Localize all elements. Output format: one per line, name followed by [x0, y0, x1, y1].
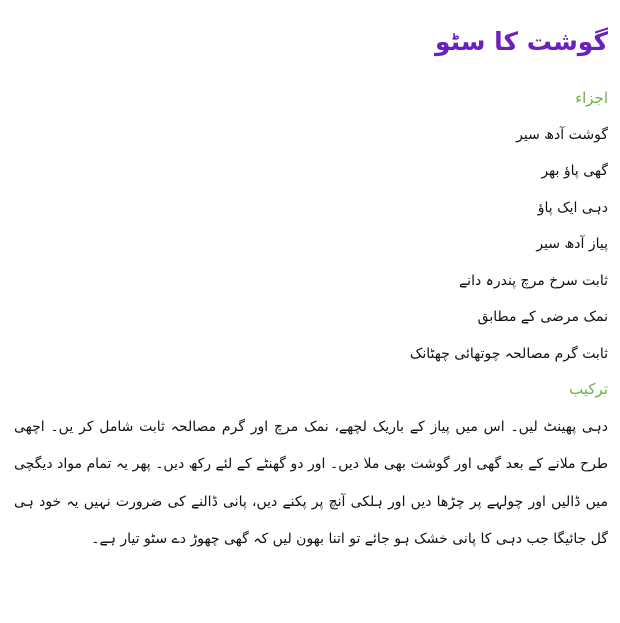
- ingredient-item: ثابت گرم مصالحہ چوتھائی چھٹانک: [409, 345, 608, 362]
- ingredient-item: ثابت سرخ مرچ پندرہ دانے: [458, 272, 608, 289]
- method-heading: ترکیب: [569, 379, 608, 398]
- ingredient-item: پیاز آدھ سیر: [536, 236, 608, 252]
- recipe-title: گوشت کا سٹو: [434, 27, 608, 56]
- ingredient-item: گھی پاؤ بھر: [541, 163, 608, 179]
- ingredient-item: دہی ایک پاؤ: [537, 199, 608, 216]
- method-paragraph: دہی پھینٹ لیں۔ اس میں پیاز کے باریک لچھے، نمک مرچ اور گرم مصالحہ ثابت شامل کر یں۔ اچھی طرح ملانے کے بعد گھی اور گوشت بھی ملا دیں۔ اور دو گھنٹے کے لئے رکھ دیں۔ پھر یہ تمام مواد دیگچی میں ڈالیں اور چولہے پر چڑھا دیں اور ہلکی آنچ پر پکنے دیں، پانی ڈالنے کی ضرورت نہیں یہ خود ہی گل جائیگا جب دہی کا پانی خشک ہو جائے تو اتنا بھون لیں کہ گھی چھوڑ دے سٹو تیار ہے۔: [14, 418, 608, 547]
- ingredient-item: نمک مرضی کے مطابق: [477, 309, 608, 325]
- ingredients-list: [14, 125, 608, 364]
- ingredient-item: گوشت آدھ سیر: [516, 126, 608, 143]
- ingredients-heading: اجزاء: [575, 89, 608, 107]
